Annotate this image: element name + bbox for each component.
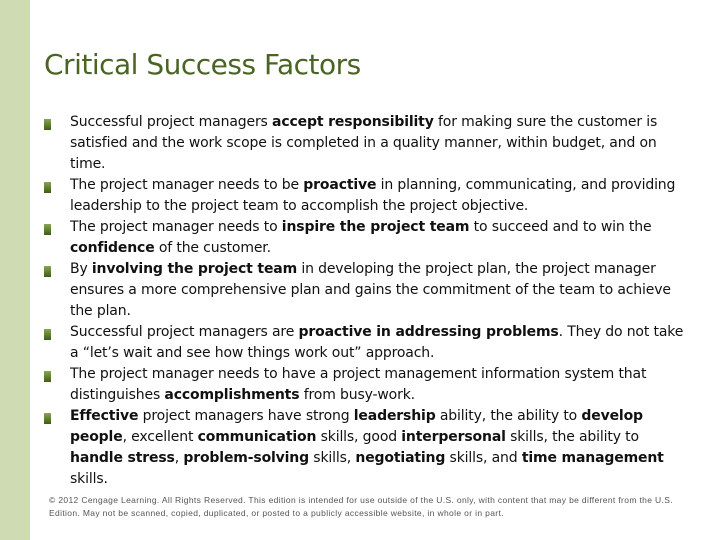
bullet-emphasis: develop people [70,408,643,445]
bullet-text: of the customer. [154,240,271,256]
bullet-text: project managers have strong [138,408,354,424]
bullet-item [44,175,684,217]
bullet-emphasis: proactive [303,177,377,193]
bullet-emphasis: involving the project team [91,261,298,277]
bullet-text: skills. [70,471,108,487]
bullet-text: skills, [309,450,356,466]
bullet-emphasis: leadership [353,408,436,424]
left-accent-stripe [0,0,30,540]
bullet-item [44,406,684,490]
bullet-emphasis: problem-solving [183,450,309,466]
bullet-emphasis: confidence [70,240,155,256]
bullet-text: The project manager needs to have a project management information system that distinguishes [70,366,647,403]
bullet-emphasis: Effective [70,408,139,424]
square-bullet-icon [44,371,51,382]
square-bullet-icon [44,182,51,193]
bullet-text: to succeed and to win the [469,219,652,235]
bullet-text: skills, good [316,429,402,445]
square-bullet-icon [44,266,51,277]
bullet-text: skills, the ability to [505,429,639,445]
bullet-text: Successful project managers [70,114,273,130]
bullet-emphasis: inspire the project team [281,219,470,235]
bullet-emphasis: accomplishments [164,387,300,403]
square-bullet-icon [44,119,51,130]
bullet-item [44,364,684,406]
slide-title: Critical Success Factors [44,48,361,81]
bullet-text: Successful project managers are [70,324,299,340]
bullet-text: skills, and [445,450,522,466]
copyright-notice: © 2012 Cengage Learning. All Rights Reserved. This edition is intended for use outside of the U.S. only, with content that may be different from the U.S. Edition. May not be scanned, copied, duplicated, or posted to a publicly accessible website, in whole or in part. [49,495,673,518]
bullet-emphasis: negotiating [355,450,446,466]
bullet-text: . They do not take a “let’s wait and see how things work out” approach. [70,324,684,361]
square-bullet-icon [44,413,51,424]
bullet-emphasis: communication [197,429,317,445]
bullet-item [44,322,684,364]
bullet-item [44,217,684,259]
bullet-text: The project manager needs to [70,219,282,235]
square-bullet-icon [44,224,51,235]
bullet-text: By [70,261,92,277]
bullet-text: , excellent [122,429,198,445]
bullet-emphasis: handle stress [70,450,175,466]
square-bullet-icon [44,329,51,340]
bullet-text: , [174,450,184,466]
bullet-text: from busy-work. [299,387,415,403]
bullet-text: ability, the ability to [435,408,582,424]
bullet-item [44,112,684,175]
bullet-text: in developing the project plan, the project manager ensures a more comprehensive plan and gains the commitment of the team to achieve the plan. [70,261,671,319]
bullet-emphasis: proactive in addressing problems [298,324,559,340]
bullet-text: in planning, communicating, and providing leadership to the project team to accomplish the project objective. [70,177,676,214]
bullet-list [44,112,684,490]
bullet-text: The project manager needs to be [70,177,304,193]
bullet-emphasis: interpersonal [401,429,506,445]
bullet-item [44,259,684,322]
bullet-text: for making sure the customer is satisfied and the work scope is completed in a quality manner, within budget, and on time. [70,114,658,172]
bullet-emphasis: time management [521,450,664,466]
bullet-emphasis: accept responsibility [272,114,434,130]
